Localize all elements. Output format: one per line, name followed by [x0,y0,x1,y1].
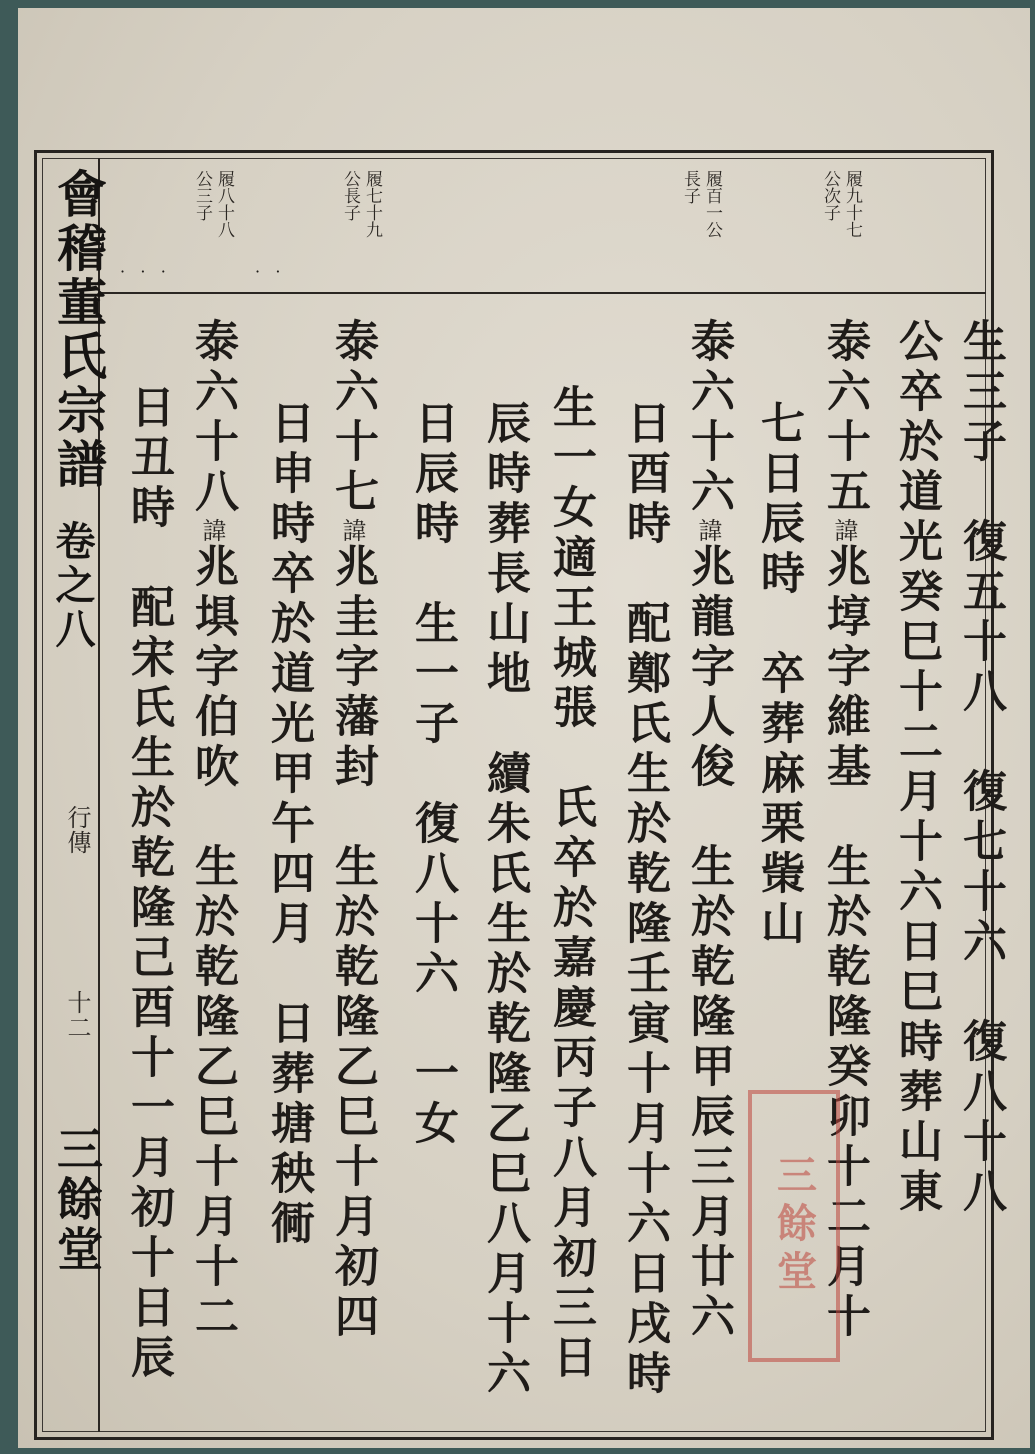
generation-name: 泰六十七 [327,318,378,518]
header-note-line2: 公次子 [820,170,840,221]
text-column: 泰六十六諱兆龍字人俊 生於乾隆甲辰三月廿六 [683,318,734,1343]
text-column: 公卒於道光癸巳十二月十六日巳時葬山東 [891,318,942,1218]
book-title: 會稽董氏宗譜 [49,168,108,492]
text-column: 生三子 復五十八 復七十六 復八十八 [955,318,1006,1218]
text-column: 辰時葬長山地 續朱氏生於乾隆乙巳八月十六 [479,400,530,1400]
header-note-line1: 履九十七 [842,170,862,238]
generation-name: 泰六十八 [187,318,238,518]
text-column: 生一女適王城張 氏卒於嘉慶丙子八月初三日 [545,384,596,1384]
header-note-line1: 履七十九 [362,170,382,238]
text-column: 日酉時 配鄭氏生於乾隆壬寅十月十六日戌時 [619,400,670,1400]
red-seal-stamp: 三餘堂 [748,1090,840,1362]
text-column: 日申時卒於道光甲午四月 日葬塘秧衕 [263,400,314,1250]
text-column: 泰六十八諱兆埧字伯吹 生於乾隆乙巳十月十二 [187,318,238,1343]
taboo-marker: 諱 [694,518,722,543]
text-column: 日丑時 配宋氏生於乾隆己酉十一月初十日辰 [123,384,174,1384]
taboo-marker: 諱 [198,518,226,543]
punctuation-dots: · · · [120,262,166,281]
header-note-line2: 公三子 [192,170,212,221]
text-column: 泰六十五諱兆埻字維基 生於乾隆癸卯十二月十 [819,318,870,1343]
section-label: 行傳 [63,805,91,855]
text-column: 日辰時 生一子 復八十六 一女 [407,400,458,1150]
taboo-marker: 諱 [338,518,366,543]
header-note-line1: 履百一公 [702,170,722,238]
header-note-line2: 長子 [680,170,700,204]
generation-name: 泰六十五 [819,318,870,518]
taboo-marker: 諱 [830,518,858,543]
punctuation-dots: · · [255,262,281,281]
generation-name: 泰六十六 [683,318,734,518]
header-note-line2: 公長子 [340,170,360,221]
text-column: 七日辰時 卒葬麻栗㭰山 [753,400,804,950]
volume-label: 卷之八 [49,520,96,652]
hall-name: 三餘堂 [50,1125,104,1275]
text-column: 泰六十七諱兆圭字藩封 生於乾隆乙巳十月初四 [327,318,378,1343]
header-note-line1: 履八十八 [214,170,234,238]
header-rule [100,292,986,294]
page-number: 十二 [63,990,91,1040]
